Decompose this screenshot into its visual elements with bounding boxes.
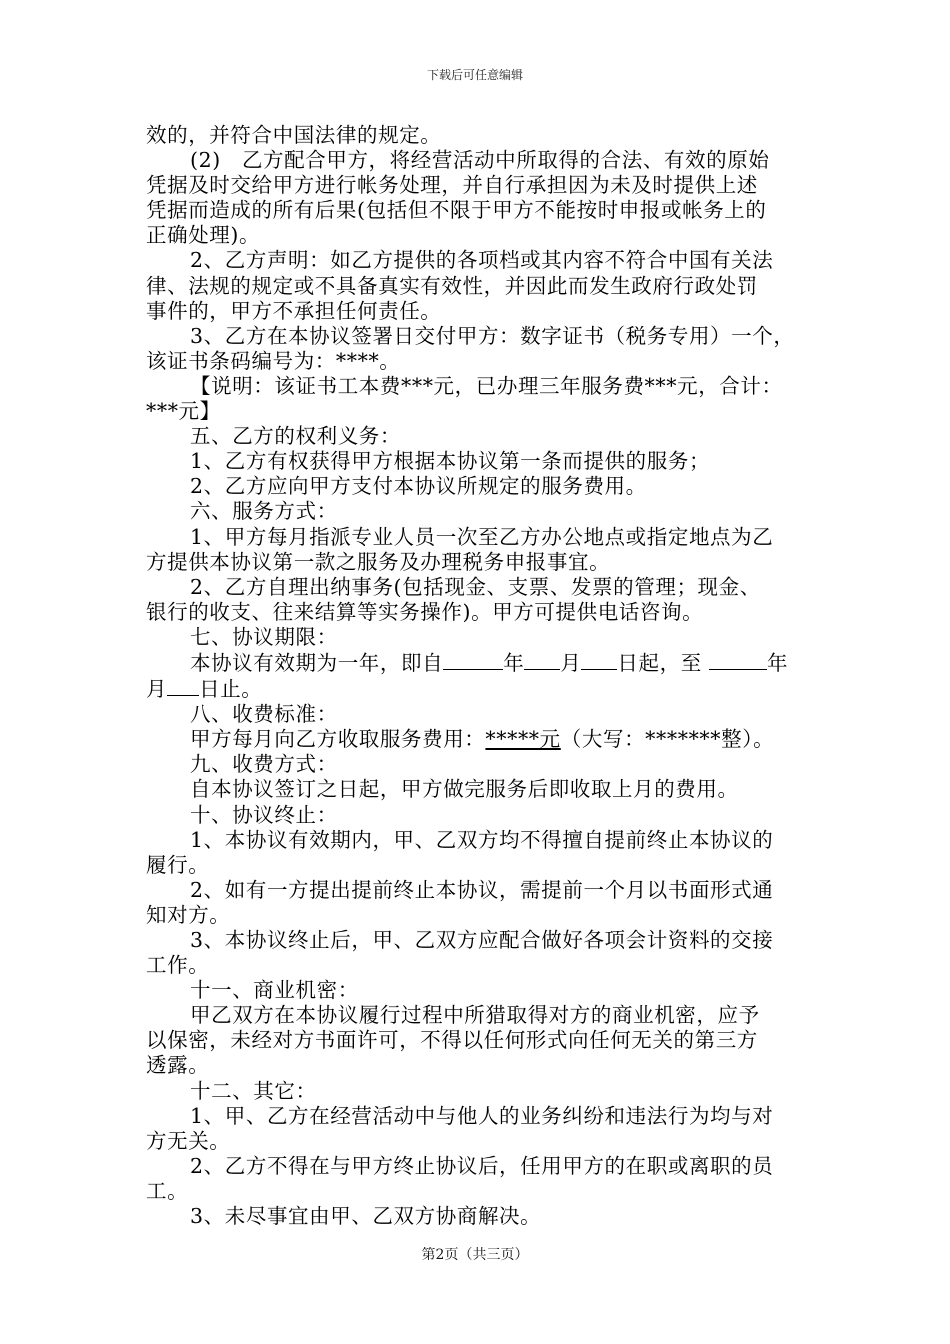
section-heading: 十二、其它： <box>190 1078 317 1103</box>
text-line: 2、如有一方提出提前终止本协议，需提前一个月以书面形式通 <box>190 877 774 902</box>
blank-field <box>709 650 767 670</box>
text-line: ***元】 <box>146 399 221 424</box>
text-line: 以保密，未经对方书面许可，不得以任何形式向任何无关的第三方 <box>146 1028 758 1053</box>
term-text: 日止。 <box>199 677 263 702</box>
section-heading: 八、收费标准： <box>190 702 338 727</box>
section-heading: 五、乙方的权利义务： <box>190 424 401 449</box>
page-header: 下载后可任意编辑 <box>426 68 523 82</box>
text-line: 2、乙方应向甲方支付本协议所规定的服务费用。 <box>190 474 647 499</box>
text-line: 3、本协议终止后，甲、乙双方应配合做好各项会计资料的交接 <box>190 928 774 952</box>
fee-text: （大写：*******整）。 <box>560 727 775 752</box>
term-line-1 <box>146 650 814 676</box>
document-body <box>146 123 814 1229</box>
text-line: 3、未尽事宜由甲、乙双方协商解决。 <box>190 1204 542 1229</box>
section-heading: 十、协议终止： <box>190 802 338 827</box>
text-line: 知对方。 <box>146 902 231 927</box>
text-line: 凭据而造成的所有后果(包括但不限于甲方不能按时申报或帐务上的 <box>146 198 767 223</box>
term-text: 月 <box>146 677 168 702</box>
text-line: 甲乙双方在本协议履行过程中所猎取得对方的商业机密，应予 <box>190 1003 760 1028</box>
fee-text: 甲方每月向乙方收取服务费用： <box>190 727 486 752</box>
term-text: 月 <box>560 650 582 675</box>
text-line: 该证书条码编号为：****。 <box>146 348 401 373</box>
text-line: 工作。 <box>146 953 210 978</box>
term-text: 年 <box>766 650 789 675</box>
text-line: 效的，并符合中国法律的规定。 <box>146 123 442 147</box>
term-line-2 <box>146 676 814 702</box>
text-line: 2、乙方自理出纳事务(包括现金、支票、发票的管理；现金、 <box>190 574 761 599</box>
section-heading: 六、服务方式： <box>190 499 338 524</box>
blank-field <box>524 650 560 670</box>
blank-field <box>443 650 503 670</box>
text-line: 履行。 <box>146 852 210 877</box>
page-footer: 第2页（共三页） <box>421 1247 529 1263</box>
text-line: 3、乙方在本协议签署日交付甲方：数字证书（税务专用）一个， <box>190 323 795 348</box>
term-text: 本协议有效期为一年，即自 <box>190 650 444 675</box>
section-heading: 十一、商业机密： <box>190 978 359 1003</box>
section-heading: 七、协议期限： <box>190 624 338 649</box>
fee-amount: *****元 <box>485 727 561 752</box>
text-line: 工。 <box>146 1178 189 1203</box>
section-heading: 九、收费方式： <box>190 752 338 777</box>
text-line: 方提供本协议第一款之服务及办理税务申报事宜。 <box>146 549 611 574</box>
text-line: 律、法规的规定或不具备真实有效性，并因此而发生政府行政处罚 <box>146 273 758 298</box>
text-line: 正确处理)。 <box>146 223 261 248</box>
term-text: 年 <box>503 650 525 675</box>
text-line: 【说明：该证书工本费***元，已办理三年服务费***元，合计： <box>190 373 783 398</box>
text-line: 透露。 <box>146 1053 210 1078</box>
text-line: 银行的收支、往来结算等实务操作)。甲方可提供电话咨询。 <box>146 599 704 624</box>
text-line: (2) 乙方配合甲方，将经营活动中所取得的合法、有效的原始 <box>190 148 770 173</box>
text-line: 2、乙方不得在与甲方终止协议后，任用甲方的在职或离职的员 <box>190 1153 774 1178</box>
term-text: 日起，至 <box>617 650 702 675</box>
text-line: 凭据及时交给甲方进行帐务处理，并自行承担因为未及时提供上述 <box>146 173 758 198</box>
blank-field <box>581 650 617 670</box>
text-line: 1、本协议有效期内，甲、乙双方均不得擅自提前终止本协议的 <box>190 827 774 852</box>
text-line: 2、乙方声明：如乙方提供的各项档或其内容不符合中国有关法 <box>190 248 774 273</box>
text-line: 1、甲、乙方在经营活动中与他人的业务纠纷和违法行为均与对 <box>190 1103 774 1128</box>
text-line: 事件的，甲方不承担任何责任。 <box>146 298 442 323</box>
text-line: 自本协议签订之日起，甲方做完服务后即收取上月的费用。 <box>190 777 739 802</box>
fee-line <box>146 727 814 752</box>
text-line: 1、乙方有权获得甲方根据本协议第一条而提供的服务； <box>190 449 711 474</box>
blank-field <box>167 676 199 696</box>
text-line: 方无关。 <box>146 1128 231 1153</box>
text-line: 1、甲方每月指派专业人员一次至乙方办公地点或指定地点为乙 <box>190 524 774 549</box>
